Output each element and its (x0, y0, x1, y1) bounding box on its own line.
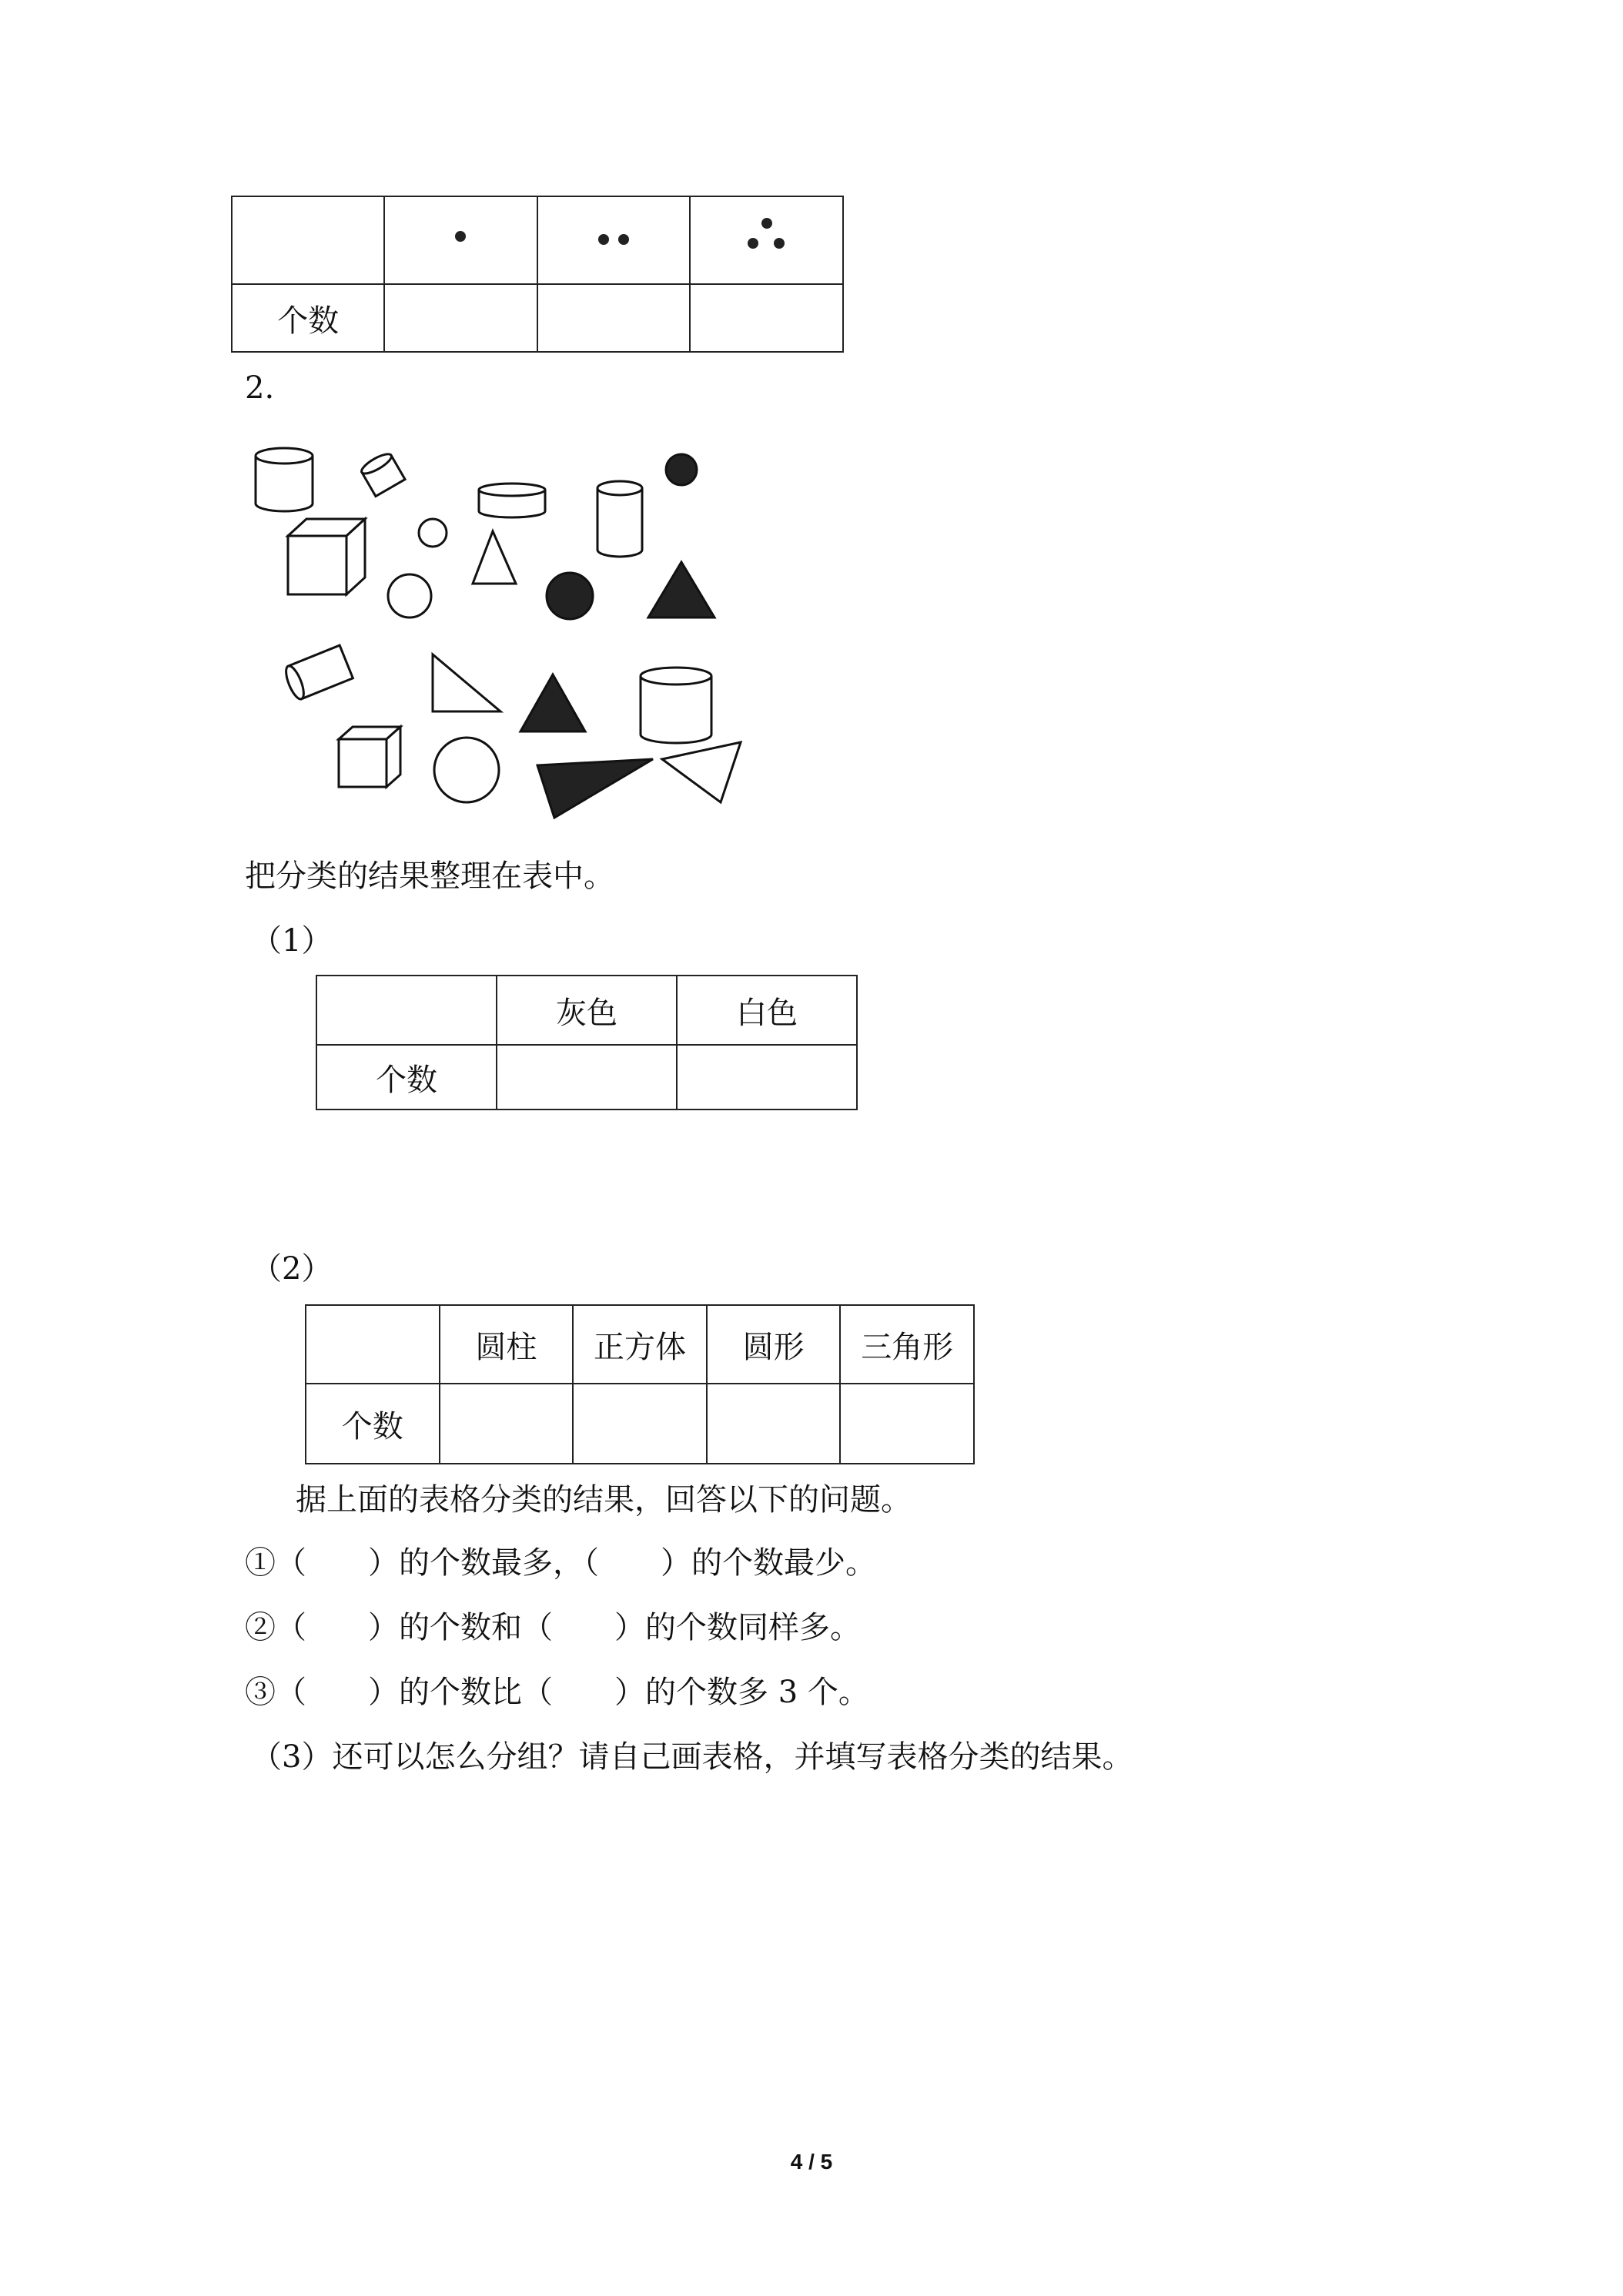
dots-table (231, 196, 844, 353)
triangle-icon (473, 531, 516, 584)
dark-circle-icon (666, 454, 697, 485)
dark-circle-icon (547, 573, 593, 619)
answer-cell[interactable] (840, 1384, 974, 1464)
circle-icon (388, 574, 431, 618)
cube-icon (339, 727, 400, 787)
one-dot-cell (384, 196, 537, 284)
part1-label: （1） (251, 923, 333, 959)
white-header: 白色 (677, 976, 857, 1045)
answer-cell[interactable] (440, 1384, 574, 1464)
answer-cell[interactable] (497, 1045, 677, 1110)
dots-row-label: 个数 (232, 284, 384, 352)
answer-cell[interactable] (537, 284, 691, 352)
cube-icon (288, 519, 365, 594)
question-1: ①（ ）的个数最多，（ ）的个数最少。 (245, 1545, 876, 1581)
two-dots-cell (537, 196, 691, 284)
answer-cell[interactable] (677, 1045, 857, 1110)
dark-triangle-icon (520, 674, 585, 731)
two-dots-icon (583, 213, 644, 259)
part2-label: （2） (251, 1251, 333, 1287)
cube-header: 正方体 (573, 1305, 707, 1384)
instruction-text: 把分类的结果整理在表中。 (245, 858, 614, 894)
answer-cell[interactable] (573, 1384, 707, 1464)
shape-table (305, 1304, 975, 1464)
question-3: ③（ ）的个数比（ ）的个数多 3 个。 (245, 1675, 869, 1710)
triangle-icon (433, 654, 500, 711)
cylinder-icon (641, 668, 711, 743)
circle-icon (434, 738, 499, 802)
question-number: 2. (245, 370, 275, 406)
gray-header: 灰色 (497, 976, 677, 1045)
circle-header: 圆形 (707, 1305, 841, 1384)
page-number: 4 / 5 (790, 2150, 833, 2174)
shape-row-label: 个数 (306, 1384, 440, 1464)
color-header-empty (316, 976, 497, 1045)
cylinder-icon (256, 448, 313, 511)
dark-triangle-icon (648, 562, 714, 618)
three-dots-cell (690, 196, 843, 284)
triangle-icon (662, 742, 741, 802)
shapes-figure (231, 439, 755, 832)
cylinder-icon (597, 481, 642, 557)
dots-header-empty (232, 196, 384, 284)
circle-icon (419, 519, 447, 547)
dark-triangle-icon (537, 759, 653, 818)
color-table (316, 975, 858, 1110)
cylinder-icon (359, 450, 405, 496)
three-dots-icon (736, 209, 798, 263)
answer-intro: 据上面的表格分类的结果，回答以下的问题。 (296, 1482, 912, 1518)
answer-cell[interactable] (690, 284, 843, 352)
answer-cell[interactable] (707, 1384, 841, 1464)
cylinder-header: 圆柱 (440, 1305, 574, 1384)
color-row-label: 个数 (316, 1045, 497, 1110)
answer-cell[interactable] (384, 284, 537, 352)
part3-question: （3）还可以怎么分组？请自己画表格，并填写表格分类的结果。 (251, 1739, 1133, 1775)
cylinder-icon (283, 645, 353, 701)
triangle-header: 三角形 (840, 1305, 974, 1384)
shape-header-empty (306, 1305, 440, 1384)
question-2: ②（ ）的个数和（ ）的个数同样多。 (245, 1610, 861, 1645)
cylinder-icon (479, 484, 545, 517)
one-dot-icon (437, 213, 484, 259)
